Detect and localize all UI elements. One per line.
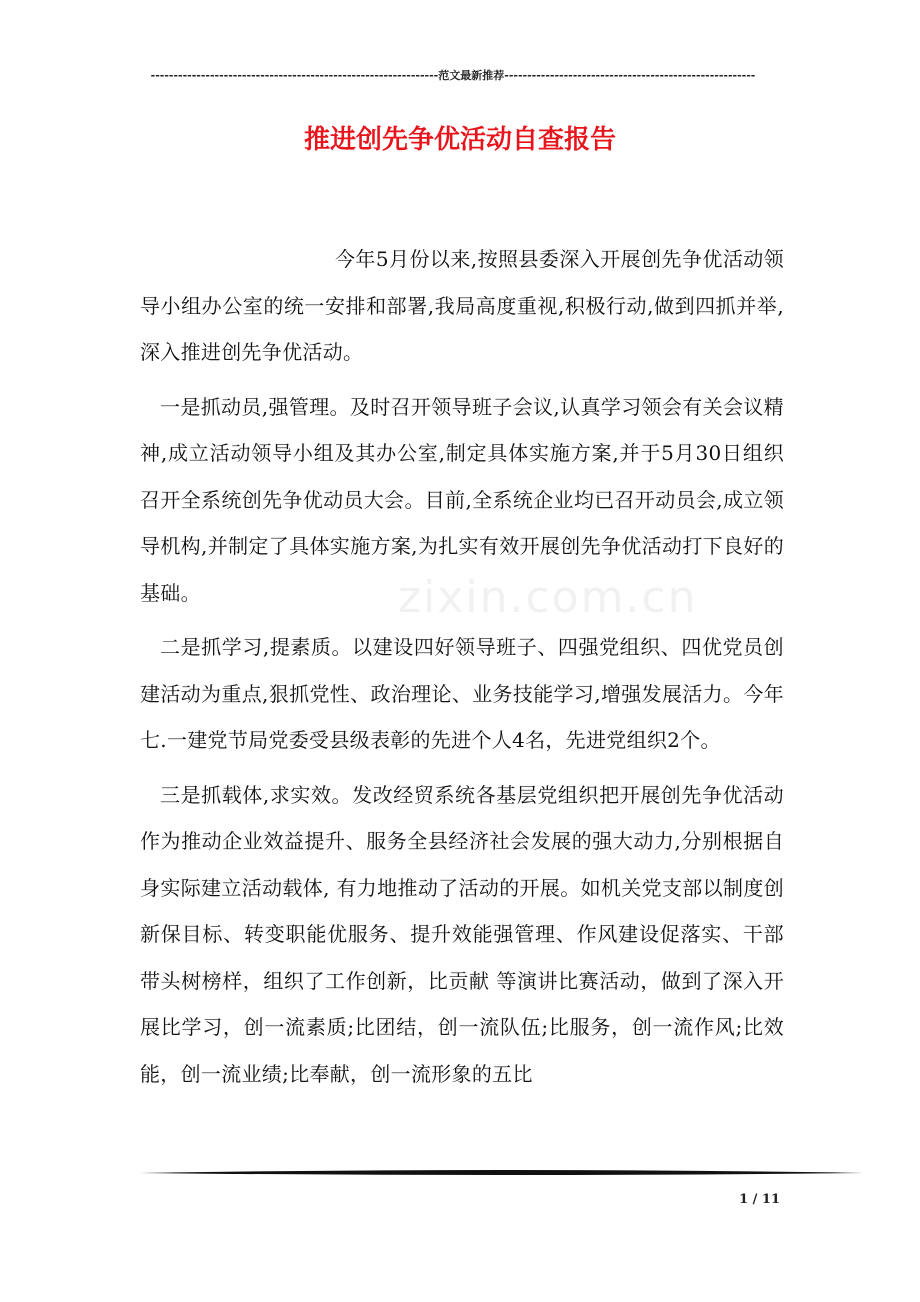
document-body	[140, 236, 784, 1097]
document-title: 推进创先争优活动自查报告	[303, 125, 616, 155]
header-label: 范文最新推荐	[438, 69, 505, 82]
paragraph-study: 二是抓学习,提素质。以建设四好领导班子、四强党组织、四优党员创建活动为重点,狠抓党性、政治理论、业务技能学习,增强发展活力。今年七.一建党节局党委受县级表彰的先进个人4名，先进党组织2个。	[140, 635, 784, 752]
paragraph-mobilize: 一是抓动员,强管理。及时召开领导班子会议,认真学习领会有关会议精神,成立活动领导小组及其办公室,制定具体实施方案,并于5月30日组织召开全系统创先争优动员大会。目前,全系统企业均已召开动员会,成立领导机构,并制定了具体实施方案,为扎实有效开展创先争优活动打下良好的基础。	[140, 394, 784, 605]
header-right-dashes: -------------------------------------------------------	[504, 69, 756, 82]
footer-rule	[140, 1168, 864, 1178]
watermark: zixin.com.cn	[398, 572, 698, 623]
paragraph-carrier: 三是抓载体,求实效。发改经贸系统各基层党组织把开展创先争优活动作为推动企业效益提升、服务全县经济社会发展的强大动力,分别根据自身实际建立活动载体, 有力地推动了活动的开展。如机关党支部以制度创新保目标、转变职能优服务、提升效能强管理、作风建设促落实、干部带头树榜样，组织了工作创新，比贡献 等演讲比赛活动，做到了深入开展比学习，创一流素质;比团结，创一流队伍;比服务，创一流作风;比效能，创一流业绩;比奉献，创一流形象的五比	[140, 782, 784, 1086]
paragraph-intro: 今年5月份以来,按照县委深入开展创先争优活动领导小组办公室的统一安排和部署,我局高度重视,积极行动,做到四抓并举,深入推进创先争优活动。	[140, 247, 784, 364]
page-number: 1 / 11	[739, 1192, 780, 1207]
page-header	[138, 68, 768, 84]
header-left-dashes: ---------------------------------------------------------------	[150, 69, 439, 82]
